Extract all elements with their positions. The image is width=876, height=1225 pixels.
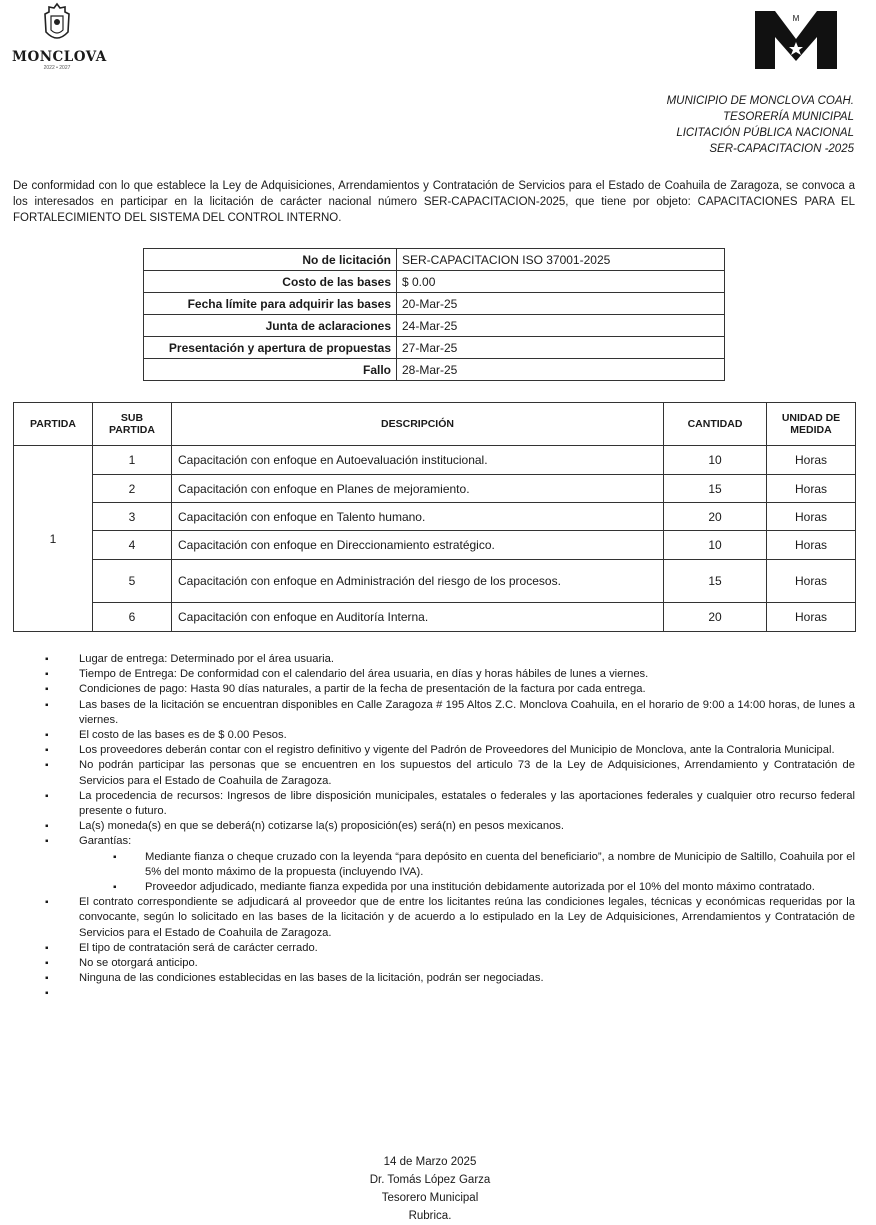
list-item: ▪ La(s) moneda(s) en que se deberá(n) cotizarse la(s) proposición(es) será(n) en pesos mexicanos. — [13, 819, 855, 834]
list-item — [13, 986, 855, 1001]
header-cantidad: CANTIDAD — [664, 403, 767, 446]
list-item: ▪ El costo de las bases es de $ 0.00 Pesos. — [13, 728, 855, 743]
desc-cell: Capacitación con enfoque en Administración del riesgo de los procesos. — [172, 560, 664, 603]
info-label: Presentación y apertura de propuestas — [144, 337, 397, 359]
info-value: 20-Mar-25 — [397, 293, 725, 315]
sub-cell: 4 — [93, 531, 172, 560]
info-label: Fecha límite para adquirir las bases — [144, 293, 397, 315]
document-heading — [667, 93, 854, 157]
desc-cell: Capacitación con enfoque en Auditoría Interna. — [172, 603, 664, 632]
header-descripcion: DESCRIPCIÓN — [172, 403, 664, 446]
list-item: ▪ Las bases de la licitación se encuentran disponibles en Calle Zaragoza # 195 Altos Z.C. Monclova Coahuila, en el horario de 9:00 a 14:00 horas, de lunes a viernes. — [13, 698, 855, 728]
items-header-row — [14, 403, 856, 446]
m-emblem-logo — [753, 9, 839, 71]
header-sub-partida: SUB PARTIDA — [93, 403, 172, 446]
table-row — [14, 475, 856, 503]
qty-cell: 10 — [664, 446, 767, 475]
heading-line-tender-type: LICITACIÓN PÚBLICA NACIONAL — [676, 127, 854, 139]
qty-cell: 10 — [664, 531, 767, 560]
list-item: ▪ Lugar de entrega: Determinado por el área usuaria. — [13, 652, 855, 667]
emblem-letter: M — [792, 14, 800, 23]
header-partida: PARTIDA — [14, 403, 93, 446]
sub-list-item: ▪ Mediante fianza o cheque cruzado con la leyenda “para depósito en cuenta del beneficiario”, a nombre de Municipio de Saltillo, Coahuila por el 5% del monto máximo de la propuesta (incluyendo IVA). — [13, 850, 855, 880]
coat-of-arms-icon — [41, 2, 73, 44]
table-row — [14, 531, 856, 560]
desc-cell: Capacitación con enfoque en Direccionamiento estratégico. — [172, 531, 664, 560]
info-row — [144, 293, 725, 315]
info-value: SER-CAPACITACION ISO 37001-2025 — [397, 249, 725, 271]
info-row — [144, 337, 725, 359]
info-row — [144, 315, 725, 337]
logo-subtitle: 2022 • 2027 — [43, 65, 71, 71]
header-unidad: UNIDAD DE MEDIDA — [767, 403, 856, 446]
list-item: ▪ Tiempo de Entrega: De conformidad con el calendario del área usuaria, en días y horas hábiles de lunes a viernes. — [13, 667, 855, 682]
signature-name: Dr. Tomás López Garza — [369, 1174, 491, 1186]
conditions-list — [13, 652, 855, 1001]
list-item: ▪ El tipo de contratación será de carácter cerrado. — [13, 941, 855, 956]
unit-cell: Horas — [767, 475, 856, 503]
list-item: ▪ Los proveedores deberán contar con el registro definitivo y vigente del Padrón de Proveedores del Municipio de Monclova, ante la Contraloria Municipal. — [13, 743, 855, 758]
table-row — [14, 603, 856, 632]
sub-list-item: ▪ Proveedor adjudicado, mediante fianza expedida por una institución debidamente autorizada por el 10% del monto máximo contratado. — [13, 880, 855, 895]
info-row — [144, 271, 725, 293]
signature-note: Rubrica. — [408, 1210, 452, 1222]
sub-cell: 3 — [93, 503, 172, 531]
heading-line-treasury: TESORERÍA MUNICIPAL — [723, 111, 854, 123]
list-item: ▪ Condiciones de pago: Hasta 90 días naturales, a partir de la fecha de presentación de la factura por cada entrega. — [13, 682, 855, 697]
list-item: ▪ No se otorgará anticipo. — [13, 956, 855, 971]
unit-cell: Horas — [767, 531, 856, 560]
unit-cell: Horas — [767, 560, 856, 603]
info-label: Costo de las bases — [144, 271, 397, 293]
tender-info-table — [143, 248, 725, 381]
desc-cell: Capacitación con enfoque en Talento humano. — [172, 503, 664, 531]
list-item: ▪ La procedencia de recursos: Ingresos de libre disposición municipales, estatales o federales y las aportaciones federales y cualquier otro recurso federal presente o futuro. — [13, 789, 855, 819]
signature-date: 14 de Marzo 2025 — [383, 1156, 477, 1168]
qty-cell: 15 — [664, 475, 767, 503]
sub-cell: 2 — [93, 475, 172, 503]
qty-cell: 20 — [664, 503, 767, 531]
list-item: ▪ Garantías: — [13, 834, 855, 849]
info-value: 27-Mar-25 — [397, 337, 725, 359]
partida-cell: 1 — [14, 446, 93, 632]
sub-cell: 6 — [93, 603, 172, 632]
unit-cell: Horas — [767, 603, 856, 632]
table-row — [14, 503, 856, 531]
list-item: ▪ El contrato correspondiente se adjudicará al proveedor que de entre los licitantes reúna las condiciones legales, técnicas y económicas requeridas por la convocante, según lo solicitado en las bases de la licitación y de acuerdo a lo estipulado en la Ley de Adquisiciones, Arrendamientos y Contratación de Servicios para el Estado de Coahuila de Zaragoza. — [13, 895, 855, 941]
list-item: ▪ No podrán participar las personas que se encuentren en los supuestos del articulo 73 de la Ley de Adquisiciones, Arrendamiento y Contratación de Servicios para el Estado de Coahuila de Zaragoza. — [13, 758, 855, 788]
desc-cell: Capacitación con enfoque en Planes de mejoramiento. — [172, 475, 664, 503]
info-label: Junta de aclaraciones — [144, 315, 397, 337]
items-table — [13, 402, 856, 632]
signature-block — [330, 1153, 530, 1225]
table-row — [14, 560, 856, 603]
heading-line-municipality: MUNICIPIO DE MONCLOVA COAH. — [666, 95, 854, 107]
info-row — [144, 359, 725, 381]
table-row — [14, 446, 856, 475]
qty-cell: 20 — [664, 603, 767, 632]
qty-cell: 15 — [664, 560, 767, 603]
unit-cell: Horas — [767, 503, 856, 531]
info-value: $ 0.00 — [397, 271, 725, 293]
monclova-logo — [12, 2, 107, 71]
info-value: 24-Mar-25 — [397, 315, 725, 337]
list-item: ▪ Ninguna de las condiciones establecidas en las bases de la licitación, podrán ser negociadas. — [13, 971, 855, 986]
sub-cell: 1 — [93, 446, 172, 475]
intro-paragraph: De conformidad con lo que establece la Ley de Adquisiciones, Arrendamientos y Contratación de Servicios para el Estado de Coahuila de Zaragoza, se convoca a los interesados en participar en la licitación de carácter nacional número SER-CAPACITACION-2025, que tiene por objeto: CAPACITACIONES PARA EL FORTALECIMIENTO DEL SISTEMA DEL CONTROL INTERNO. — [13, 180, 855, 224]
info-label: No de licitación — [144, 249, 397, 271]
logo-name: MONCLOVA — [12, 49, 107, 65]
unit-cell: Horas — [767, 446, 856, 475]
info-label: Fallo — [144, 359, 397, 381]
desc-cell: Capacitación con enfoque en Autoevaluación institucional. — [172, 446, 664, 475]
sub-cell: 5 — [93, 560, 172, 603]
info-value: 28-Mar-25 — [397, 359, 725, 381]
heading-line-tender-number: SER-CAPACITACION -2025 — [709, 143, 854, 155]
info-row — [144, 249, 725, 271]
signature-title: Tesorero Municipal — [381, 1192, 479, 1204]
